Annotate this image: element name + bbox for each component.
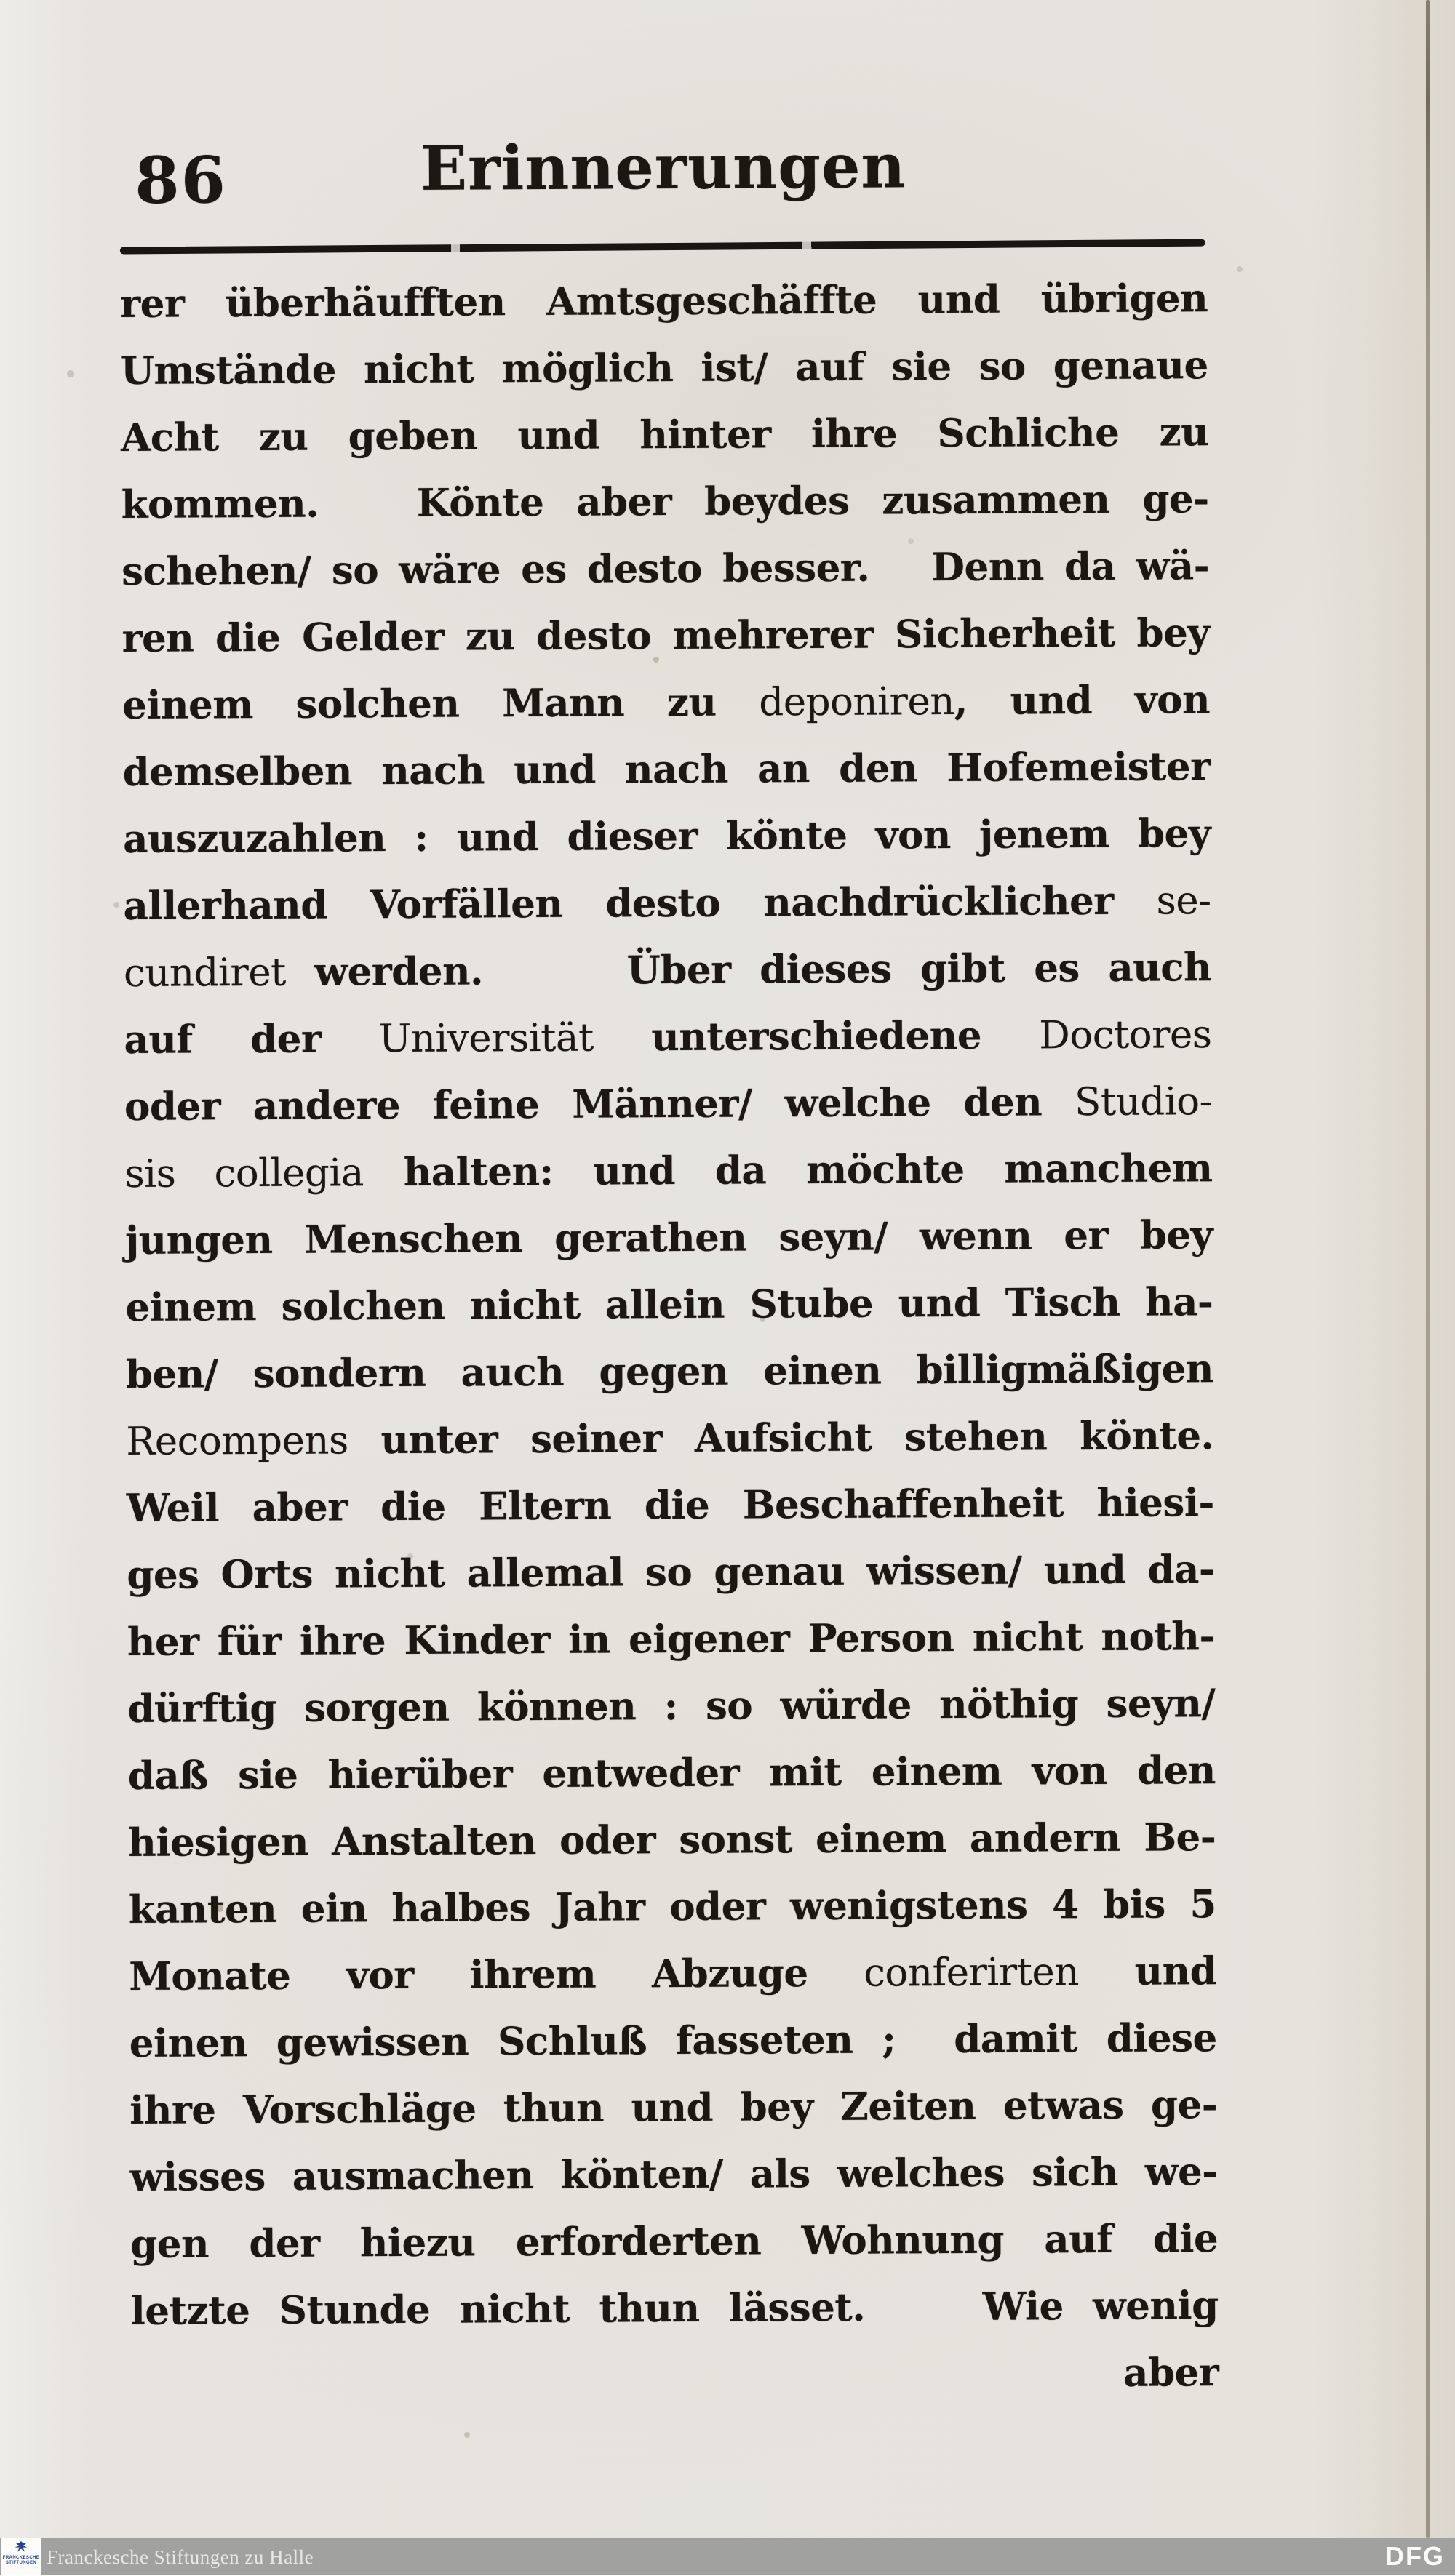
text-line: auf der Universität unterschiedene Doctores xyxy=(124,1012,1212,1063)
text-line: ren die Gelder zu desto mehrerer Sicherheit bey xyxy=(121,610,1210,661)
catchword: aber xyxy=(1123,2350,1219,2396)
logo-text-line1: FRANCKESCHE xyxy=(2,2556,40,2560)
text-line: letzte Stunde nicht thun lässet. Wie wenig xyxy=(130,2283,1219,2334)
text-line: jungen Menschen gerathen seyn/ wenn er bey xyxy=(124,1212,1213,1263)
text-line: Umstände nicht möglich ist/ auf sie so genaue xyxy=(120,343,1208,393)
text-line: rer überhäufften Amtsgeschäffte und übrigen xyxy=(120,276,1208,327)
text-line: ges Orts nicht allemal so genau wissen/ und da- xyxy=(127,1547,1215,1598)
running-title: Erinnerungen xyxy=(420,129,906,204)
text-line: einem solchen nicht allein Stube und Tisch ha- xyxy=(125,1279,1213,1330)
header-rule xyxy=(120,239,1205,255)
page-number: 86 xyxy=(135,142,228,218)
text-line: schehen/ so wäre es desto besser. Denn da wä- xyxy=(121,543,1210,594)
text-line: oder andere feine Männer/ welche den Studio- xyxy=(124,1079,1213,1129)
text-line: kommen. Könte aber beydes zusammen ge- xyxy=(121,476,1209,527)
text-line: einen gewissen Schluß fasseten ; damit diese xyxy=(129,2015,1217,2066)
text-line: einem solchen Mann zu deponiren, und von xyxy=(121,677,1211,728)
text-line: Acht zu geben und hinter ihre Schliche zu xyxy=(121,409,1209,460)
footer-bar xyxy=(0,2538,1455,2575)
text-line: wisses ausmachen könten/ als welches sich we- xyxy=(129,2149,1218,2200)
franckesche-stiftungen-logo xyxy=(1,2538,41,2575)
text-line: auszuzahlen : und dieser könte von jenem bey xyxy=(122,811,1211,862)
footer-institution-label: Franckesche Stiftungen zu Halle xyxy=(47,2546,314,2568)
text-line: demselben nach und nach an den Hofemeister xyxy=(122,744,1211,795)
text-line: daß sie hierüber entweder mit einem von den xyxy=(127,1748,1216,1799)
text-line: Monate vor ihrem Abzuge conferirten und xyxy=(129,1948,1217,1999)
text-line: dürftig sorgen können : so würde nöthig seyn/ xyxy=(127,1681,1216,1732)
text-line: allerhand Vorfällen desto nachdrücklicher se- xyxy=(123,878,1211,929)
header-row xyxy=(119,128,1207,206)
text-line: kanten ein halbes Jahr oder wenigstens 4 bis 5 xyxy=(128,1881,1216,1932)
text-line: gen der hiezu erforderten Wohnung auf die xyxy=(130,2216,1219,2267)
eagle-emblem-icon xyxy=(13,2540,29,2556)
text-line: cundiret werden. Über dieses gibt es auch xyxy=(123,945,1212,996)
text-line: Weil aber die Eltern die Beschaffenheit hiesi- xyxy=(126,1480,1215,1531)
text-line: ihre Vorschläge thun und bey Zeiten etwas ge- xyxy=(129,2082,1218,2133)
dfg-logo: DFG xyxy=(1385,2541,1445,2571)
text-line: sis collegia halten: und da möchte manchem xyxy=(124,1145,1213,1196)
logo-text-line2: STIFTUNGEN xyxy=(5,2561,37,2565)
text-line: ben/ sondern auch gegen einen billigmäßigen xyxy=(125,1346,1214,1397)
body-text xyxy=(120,265,1219,2412)
text-line: Recompens unter seiner Aufsicht stehen könte. xyxy=(126,1413,1214,1464)
text-line: her für ihre Kinder in eigener Person nicht noth- xyxy=(127,1614,1216,1665)
text-line: hiesigen Anstalten oder sonst einem andern Be- xyxy=(128,1815,1216,1865)
